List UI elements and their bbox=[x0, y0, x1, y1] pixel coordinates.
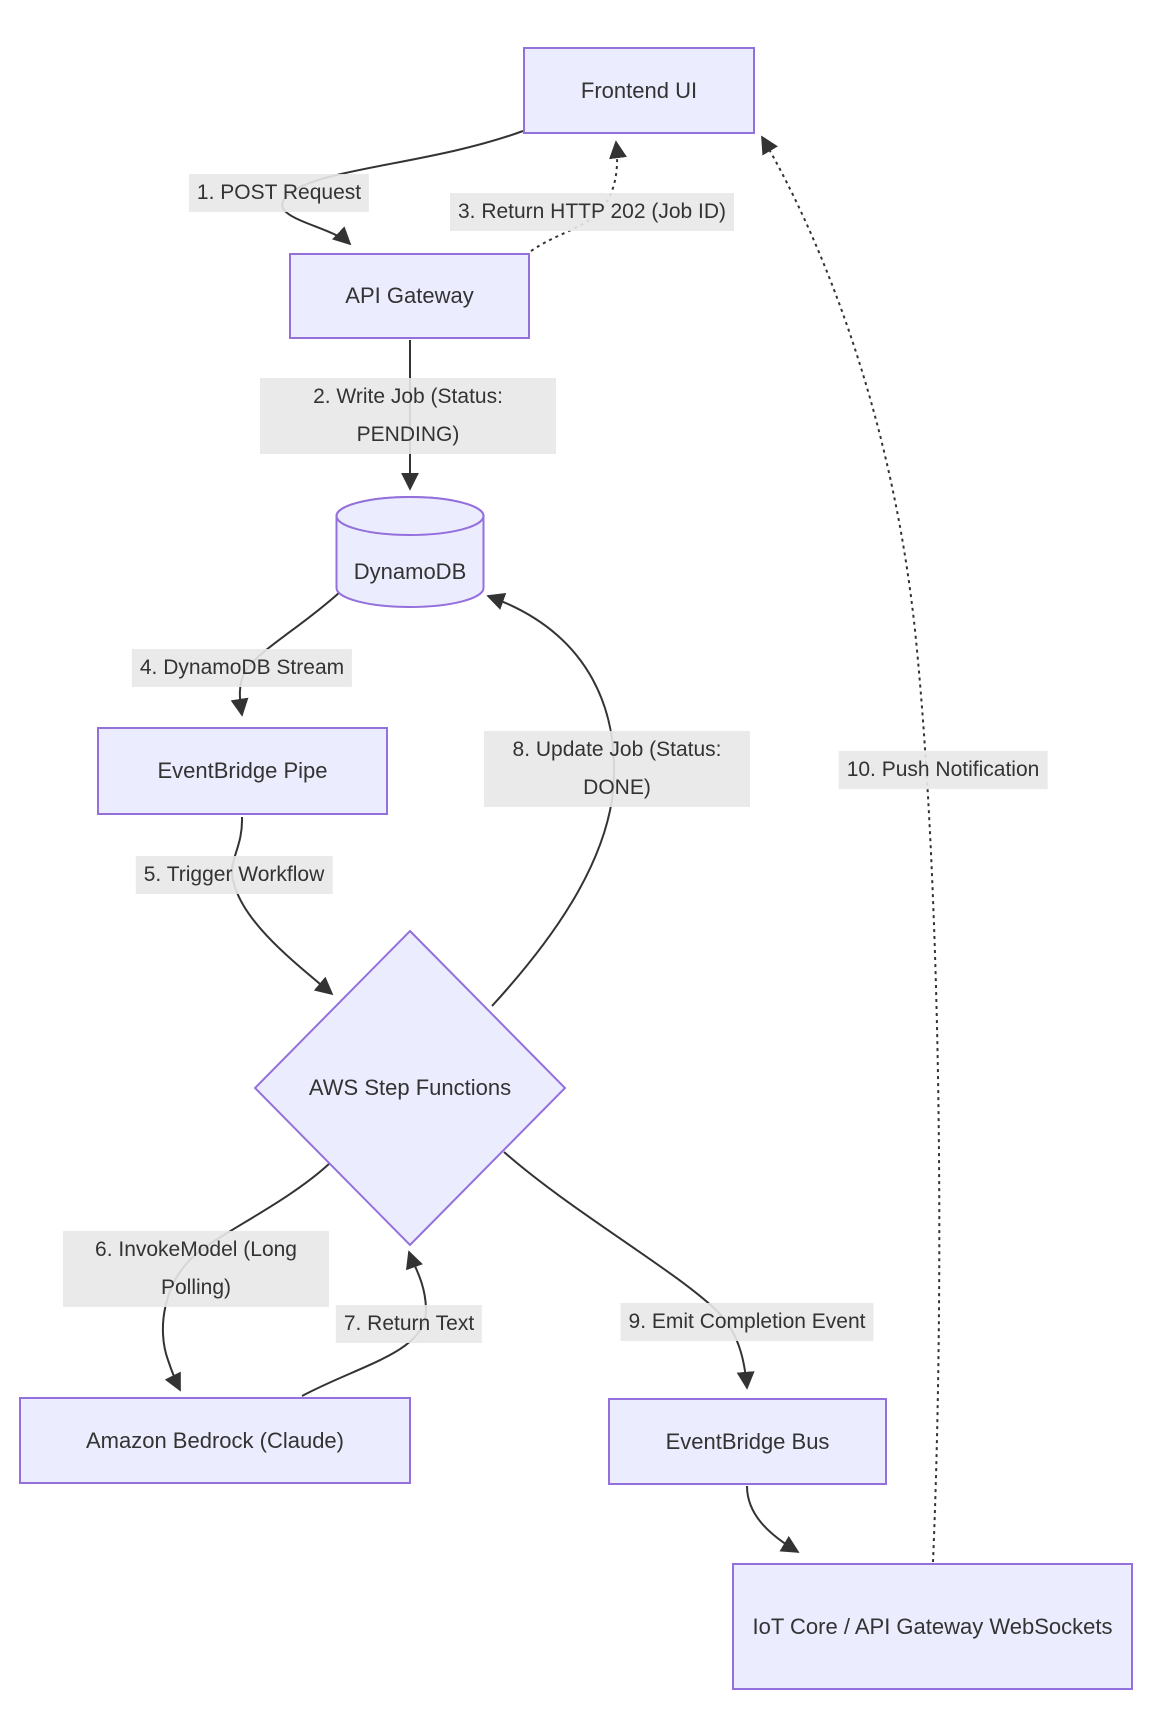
edge-bus-to-iot bbox=[747, 1486, 798, 1552]
edge-label-trigger-workflow: 5. Trigger Workflow bbox=[136, 856, 333, 894]
edge-label-invoke-model: 6. InvokeModel (Long Polling) bbox=[63, 1231, 329, 1307]
edge-label-dynamodb-stream: 4. DynamoDB Stream bbox=[132, 649, 352, 687]
edge-label-emit-completion-event: 9. Emit Completion Event bbox=[621, 1303, 874, 1341]
edge-label-return-text: 7. Return Text bbox=[336, 1305, 482, 1343]
node-eventbridge-bus: EventBridge Bus bbox=[608, 1398, 887, 1485]
node-api-gateway: API Gateway bbox=[289, 253, 530, 339]
node-amazon-bedrock: Amazon Bedrock (Claude) bbox=[19, 1397, 411, 1484]
node-dynamodb-shape bbox=[337, 497, 484, 607]
node-iot-core-websockets: IoT Core / API Gateway WebSockets bbox=[732, 1563, 1133, 1690]
edge-label-post-request: 1. POST Request bbox=[189, 174, 369, 212]
edge-label-update-job: 8. Update Job (Status: DONE) bbox=[484, 731, 750, 807]
edge-label-push-notification: 10. Push Notification bbox=[839, 751, 1048, 789]
edge-label-write-job: 2. Write Job (Status: PENDING) bbox=[260, 378, 556, 454]
edge-label-return-http-202: 3. Return HTTP 202 (Job ID) bbox=[450, 193, 734, 231]
node-step-functions-label: AWS Step Functions bbox=[308, 1075, 512, 1100]
node-frontend-ui: Frontend UI bbox=[523, 47, 755, 134]
node-dynamodb-label: DynamoDB bbox=[353, 559, 467, 584]
edge-stepfn-to-bus bbox=[504, 1152, 747, 1388]
edge-iot-to-frontend bbox=[762, 137, 939, 1562]
node-eventbridge-pipe: EventBridge Pipe bbox=[97, 727, 388, 815]
edge-pipe-to-stepfn bbox=[232, 817, 332, 994]
